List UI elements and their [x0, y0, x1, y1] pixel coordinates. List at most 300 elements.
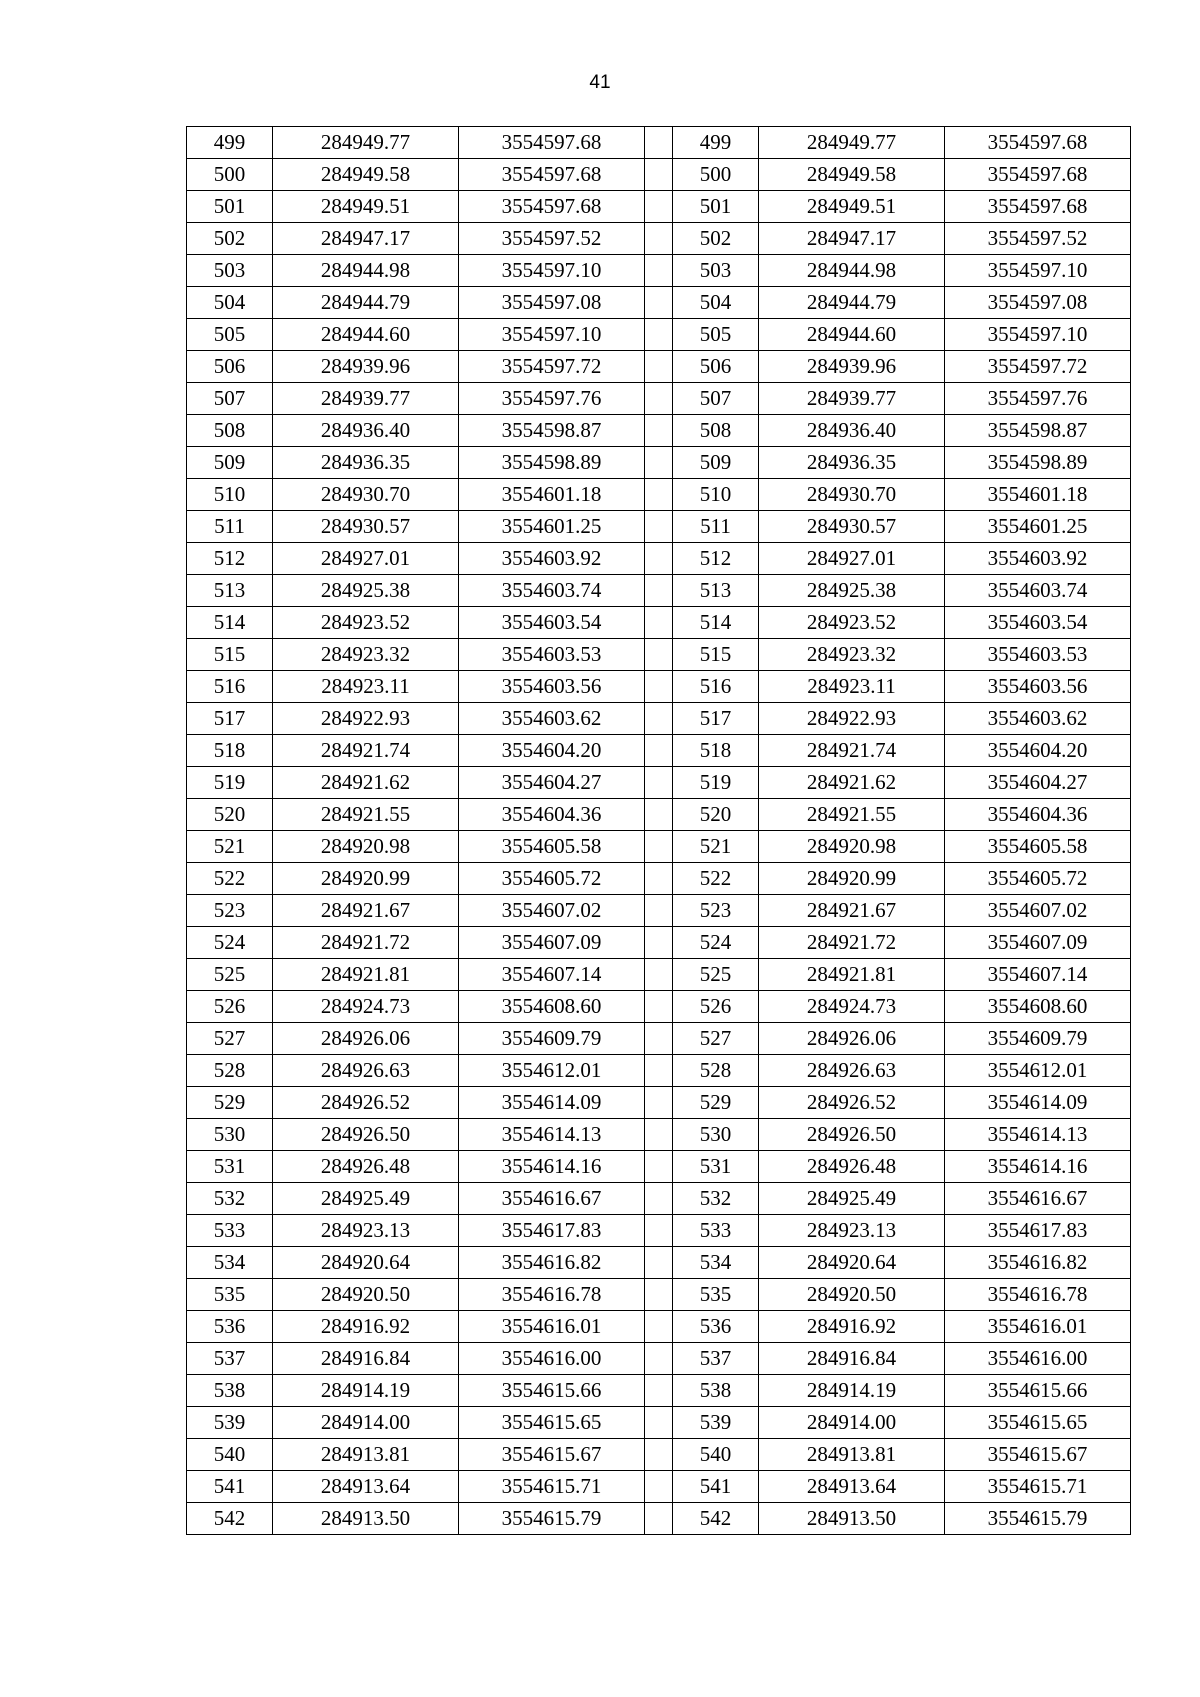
right-x-coordinate-cell: 284923.13: [759, 1215, 945, 1247]
right-point-number-cell: 540: [673, 1439, 759, 1471]
right-y-coordinate-cell: 3554597.10: [945, 255, 1131, 287]
right-point-number-cell: 532: [673, 1183, 759, 1215]
left-y-coordinate-cell: 3554597.52: [459, 223, 645, 255]
gap-cell: [645, 127, 673, 159]
right-y-coordinate-cell: 3554605.72: [945, 863, 1131, 895]
left-y-coordinate-cell: 3554605.72: [459, 863, 645, 895]
table-row: [187, 1439, 1131, 1471]
right-point-number-cell: 525: [673, 959, 759, 991]
left-y-coordinate-cell: 3554615.67: [459, 1439, 645, 1471]
left-y-coordinate-cell: 3554597.68: [459, 159, 645, 191]
gap-cell: [645, 1151, 673, 1183]
right-point-number-cell: 528: [673, 1055, 759, 1087]
left-x-coordinate-cell: 284926.63: [273, 1055, 459, 1087]
right-x-coordinate-cell: 284916.84: [759, 1343, 945, 1375]
right-point-number-cell: 533: [673, 1215, 759, 1247]
right-point-number-cell: 503: [673, 255, 759, 287]
right-y-coordinate-cell: 3554612.01: [945, 1055, 1131, 1087]
gap-cell: [645, 1343, 673, 1375]
left-x-coordinate-cell: 284944.98: [273, 255, 459, 287]
left-y-coordinate-cell: 3554615.66: [459, 1375, 645, 1407]
gap-cell: [645, 991, 673, 1023]
right-y-coordinate-cell: 3554609.79: [945, 1023, 1131, 1055]
right-y-coordinate-cell: 3554615.67: [945, 1439, 1131, 1471]
gap-cell: [645, 223, 673, 255]
gap-cell: [645, 511, 673, 543]
left-x-coordinate-cell: 284923.32: [273, 639, 459, 671]
right-point-number-cell: 510: [673, 479, 759, 511]
left-y-coordinate-cell: 3554597.10: [459, 319, 645, 351]
right-y-coordinate-cell: 3554608.60: [945, 991, 1131, 1023]
right-y-coordinate-cell: 3554615.71: [945, 1471, 1131, 1503]
right-x-coordinate-cell: 284939.77: [759, 383, 945, 415]
right-y-coordinate-cell: 3554598.89: [945, 447, 1131, 479]
table-row: [187, 1343, 1131, 1375]
right-y-coordinate-cell: 3554615.65: [945, 1407, 1131, 1439]
left-x-coordinate-cell: 284920.50: [273, 1279, 459, 1311]
left-x-coordinate-cell: 284926.48: [273, 1151, 459, 1183]
left-x-coordinate-cell: 284939.96: [273, 351, 459, 383]
table-row: [187, 1311, 1131, 1343]
left-y-coordinate-cell: 3554607.09: [459, 927, 645, 959]
gap-cell: [645, 1183, 673, 1215]
page-number: 41: [589, 72, 611, 93]
left-x-coordinate-cell: 284916.84: [273, 1343, 459, 1375]
table-row: [187, 511, 1131, 543]
right-point-number-cell: 511: [673, 511, 759, 543]
right-x-coordinate-cell: 284949.58: [759, 159, 945, 191]
table-row: [187, 863, 1131, 895]
right-y-coordinate-cell: 3554597.76: [945, 383, 1131, 415]
left-x-coordinate-cell: 284939.77: [273, 383, 459, 415]
left-point-number-cell: 531: [187, 1151, 273, 1183]
left-y-coordinate-cell: 3554605.58: [459, 831, 645, 863]
coordinates-table: [186, 126, 1131, 1535]
left-x-coordinate-cell: 284920.98: [273, 831, 459, 863]
gap-cell: [645, 1279, 673, 1311]
gap-cell: [645, 607, 673, 639]
left-x-coordinate-cell: 284926.52: [273, 1087, 459, 1119]
table-row: [187, 1471, 1131, 1503]
left-y-coordinate-cell: 3554597.68: [459, 191, 645, 223]
left-y-coordinate-cell: 3554604.20: [459, 735, 645, 767]
right-y-coordinate-cell: 3554597.68: [945, 191, 1131, 223]
left-y-coordinate-cell: 3554616.01: [459, 1311, 645, 1343]
right-x-coordinate-cell: 284921.74: [759, 735, 945, 767]
left-point-number-cell: 506: [187, 351, 273, 383]
right-point-number-cell: 515: [673, 639, 759, 671]
left-point-number-cell: 501: [187, 191, 273, 223]
table-row: [187, 959, 1131, 991]
right-y-coordinate-cell: 3554603.54: [945, 607, 1131, 639]
right-y-coordinate-cell: 3554603.74: [945, 575, 1131, 607]
left-x-coordinate-cell: 284930.57: [273, 511, 459, 543]
right-point-number-cell: 506: [673, 351, 759, 383]
left-point-number-cell: 505: [187, 319, 273, 351]
left-x-coordinate-cell: 284936.35: [273, 447, 459, 479]
right-x-coordinate-cell: 284914.19: [759, 1375, 945, 1407]
right-point-number-cell: 535: [673, 1279, 759, 1311]
right-point-number-cell: 527: [673, 1023, 759, 1055]
left-point-number-cell: 503: [187, 255, 273, 287]
right-x-coordinate-cell: 284921.67: [759, 895, 945, 927]
left-x-coordinate-cell: 284921.72: [273, 927, 459, 959]
right-point-number-cell: 507: [673, 383, 759, 415]
left-x-coordinate-cell: 284920.64: [273, 1247, 459, 1279]
right-x-coordinate-cell: 284926.52: [759, 1087, 945, 1119]
right-point-number-cell: 542: [673, 1503, 759, 1535]
right-x-coordinate-cell: 284926.48: [759, 1151, 945, 1183]
right-x-coordinate-cell: 284949.77: [759, 127, 945, 159]
left-point-number-cell: 521: [187, 831, 273, 863]
table-row: [187, 415, 1131, 447]
right-y-coordinate-cell: 3554604.20: [945, 735, 1131, 767]
gap-cell: [645, 959, 673, 991]
left-x-coordinate-cell: 284949.51: [273, 191, 459, 223]
table-row: [187, 191, 1131, 223]
right-x-coordinate-cell: 284923.11: [759, 671, 945, 703]
table-row: [187, 1247, 1131, 1279]
right-point-number-cell: 517: [673, 703, 759, 735]
right-point-number-cell: 541: [673, 1471, 759, 1503]
right-y-coordinate-cell: 3554604.27: [945, 767, 1131, 799]
left-x-coordinate-cell: 284921.62: [273, 767, 459, 799]
left-point-number-cell: 527: [187, 1023, 273, 1055]
right-point-number-cell: 504: [673, 287, 759, 319]
gap-cell: [645, 639, 673, 671]
left-point-number-cell: 518: [187, 735, 273, 767]
left-x-coordinate-cell: 284921.67: [273, 895, 459, 927]
gap-cell: [645, 287, 673, 319]
right-x-coordinate-cell: 284921.72: [759, 927, 945, 959]
left-y-coordinate-cell: 3554616.00: [459, 1343, 645, 1375]
right-x-coordinate-cell: 284925.38: [759, 575, 945, 607]
left-point-number-cell: 520: [187, 799, 273, 831]
left-x-coordinate-cell: 284923.52: [273, 607, 459, 639]
gap-cell: [645, 1471, 673, 1503]
gap-cell: [645, 863, 673, 895]
table-row: [187, 1375, 1131, 1407]
right-y-coordinate-cell: 3554597.10: [945, 319, 1131, 351]
left-point-number-cell: 535: [187, 1279, 273, 1311]
left-y-coordinate-cell: 3554615.79: [459, 1503, 645, 1535]
right-x-coordinate-cell: 284936.35: [759, 447, 945, 479]
gap-cell: [645, 1087, 673, 1119]
gap-cell: [645, 1439, 673, 1471]
right-point-number-cell: 536: [673, 1311, 759, 1343]
left-y-coordinate-cell: 3554601.18: [459, 479, 645, 511]
table-row: [187, 1279, 1131, 1311]
left-x-coordinate-cell: 284922.93: [273, 703, 459, 735]
right-x-coordinate-cell: 284913.50: [759, 1503, 945, 1535]
left-y-coordinate-cell: 3554603.54: [459, 607, 645, 639]
coordinates-table-body: [187, 127, 1131, 1535]
right-point-number-cell: 514: [673, 607, 759, 639]
right-x-coordinate-cell: 284921.55: [759, 799, 945, 831]
right-y-coordinate-cell: 3554616.67: [945, 1183, 1131, 1215]
table-row: [187, 1183, 1131, 1215]
right-x-coordinate-cell: 284936.40: [759, 415, 945, 447]
table-row: [187, 159, 1131, 191]
right-y-coordinate-cell: 3554597.68: [945, 159, 1131, 191]
left-y-coordinate-cell: 3554614.13: [459, 1119, 645, 1151]
right-y-coordinate-cell: 3554601.18: [945, 479, 1131, 511]
right-y-coordinate-cell: 3554607.09: [945, 927, 1131, 959]
left-point-number-cell: 511: [187, 511, 273, 543]
right-point-number-cell: 538: [673, 1375, 759, 1407]
left-point-number-cell: 529: [187, 1087, 273, 1119]
left-y-coordinate-cell: 3554597.72: [459, 351, 645, 383]
left-x-coordinate-cell: 284925.38: [273, 575, 459, 607]
table-row: [187, 607, 1131, 639]
right-x-coordinate-cell: 284920.99: [759, 863, 945, 895]
left-x-coordinate-cell: 284913.64: [273, 1471, 459, 1503]
left-y-coordinate-cell: 3554615.65: [459, 1407, 645, 1439]
left-point-number-cell: 519: [187, 767, 273, 799]
right-y-coordinate-cell: 3554607.14: [945, 959, 1131, 991]
left-y-coordinate-cell: 3554607.14: [459, 959, 645, 991]
gap-cell: [645, 1407, 673, 1439]
left-point-number-cell: 533: [187, 1215, 273, 1247]
gap-cell: [645, 1503, 673, 1535]
left-x-coordinate-cell: 284921.74: [273, 735, 459, 767]
right-y-coordinate-cell: 3554603.92: [945, 543, 1131, 575]
right-y-coordinate-cell: 3554616.01: [945, 1311, 1131, 1343]
left-y-coordinate-cell: 3554608.60: [459, 991, 645, 1023]
table-row: [187, 895, 1131, 927]
right-x-coordinate-cell: 284921.62: [759, 767, 945, 799]
gap-cell: [645, 1119, 673, 1151]
left-point-number-cell: 526: [187, 991, 273, 1023]
table-row: [187, 127, 1131, 159]
left-point-number-cell: 542: [187, 1503, 273, 1535]
left-y-coordinate-cell: 3554614.09: [459, 1087, 645, 1119]
left-x-coordinate-cell: 284923.11: [273, 671, 459, 703]
left-point-number-cell: 515: [187, 639, 273, 671]
left-point-number-cell: 536: [187, 1311, 273, 1343]
gap-cell: [645, 159, 673, 191]
left-y-coordinate-cell: 3554615.71: [459, 1471, 645, 1503]
gap-cell: [645, 799, 673, 831]
left-point-number-cell: 522: [187, 863, 273, 895]
left-x-coordinate-cell: 284924.73: [273, 991, 459, 1023]
left-y-coordinate-cell: 3554616.67: [459, 1183, 645, 1215]
table-row: [187, 543, 1131, 575]
left-x-coordinate-cell: 284949.58: [273, 159, 459, 191]
table-row: [187, 991, 1131, 1023]
left-x-coordinate-cell: 284921.81: [273, 959, 459, 991]
left-point-number-cell: 540: [187, 1439, 273, 1471]
right-point-number-cell: 531: [673, 1151, 759, 1183]
left-point-number-cell: 509: [187, 447, 273, 479]
left-x-coordinate-cell: 284944.60: [273, 319, 459, 351]
gap-cell: [645, 1023, 673, 1055]
left-point-number-cell: 510: [187, 479, 273, 511]
right-x-coordinate-cell: 284939.96: [759, 351, 945, 383]
gap-cell: [645, 1247, 673, 1279]
right-y-coordinate-cell: 3554616.82: [945, 1247, 1131, 1279]
left-y-coordinate-cell: 3554603.56: [459, 671, 645, 703]
table-row: [187, 575, 1131, 607]
right-point-number-cell: 516: [673, 671, 759, 703]
left-point-number-cell: 507: [187, 383, 273, 415]
right-x-coordinate-cell: 284913.81: [759, 1439, 945, 1471]
gap-cell: [645, 767, 673, 799]
right-point-number-cell: 529: [673, 1087, 759, 1119]
table-row: [187, 767, 1131, 799]
left-y-coordinate-cell: 3554603.62: [459, 703, 645, 735]
left-x-coordinate-cell: 284947.17: [273, 223, 459, 255]
left-x-coordinate-cell: 284923.13: [273, 1215, 459, 1247]
left-y-coordinate-cell: 3554616.82: [459, 1247, 645, 1279]
table-row: [187, 1055, 1131, 1087]
left-y-coordinate-cell: 3554597.10: [459, 255, 645, 287]
gap-cell: [645, 543, 673, 575]
left-y-coordinate-cell: 3554598.89: [459, 447, 645, 479]
left-point-number-cell: 504: [187, 287, 273, 319]
right-x-coordinate-cell: 284923.52: [759, 607, 945, 639]
right-y-coordinate-cell: 3554603.53: [945, 639, 1131, 671]
gap-cell: [645, 319, 673, 351]
right-y-coordinate-cell: 3554603.56: [945, 671, 1131, 703]
table-row: [187, 703, 1131, 735]
right-point-number-cell: 501: [673, 191, 759, 223]
table-row: [187, 479, 1131, 511]
right-x-coordinate-cell: 284914.00: [759, 1407, 945, 1439]
left-x-coordinate-cell: 284936.40: [273, 415, 459, 447]
left-x-coordinate-cell: 284927.01: [273, 543, 459, 575]
left-point-number-cell: 514: [187, 607, 273, 639]
left-point-number-cell: 525: [187, 959, 273, 991]
table-row: [187, 319, 1131, 351]
right-x-coordinate-cell: 284949.51: [759, 191, 945, 223]
right-y-coordinate-cell: 3554617.83: [945, 1215, 1131, 1247]
table-row: [187, 1151, 1131, 1183]
right-x-coordinate-cell: 284944.60: [759, 319, 945, 351]
table-row: [187, 255, 1131, 287]
table-row: [187, 383, 1131, 415]
table-row: [187, 1215, 1131, 1247]
left-x-coordinate-cell: 284925.49: [273, 1183, 459, 1215]
left-y-coordinate-cell: 3554598.87: [459, 415, 645, 447]
right-y-coordinate-cell: 3554597.52: [945, 223, 1131, 255]
right-point-number-cell: 508: [673, 415, 759, 447]
table-row: [187, 1119, 1131, 1151]
right-x-coordinate-cell: 284913.64: [759, 1471, 945, 1503]
table-row: [187, 671, 1131, 703]
left-y-coordinate-cell: 3554604.27: [459, 767, 645, 799]
right-x-coordinate-cell: 284926.63: [759, 1055, 945, 1087]
right-y-coordinate-cell: 3554616.78: [945, 1279, 1131, 1311]
right-y-coordinate-cell: 3554607.02: [945, 895, 1131, 927]
left-x-coordinate-cell: 284920.99: [273, 863, 459, 895]
left-y-coordinate-cell: 3554597.68: [459, 127, 645, 159]
gap-cell: [645, 415, 673, 447]
right-y-coordinate-cell: 3554615.66: [945, 1375, 1131, 1407]
left-point-number-cell: 530: [187, 1119, 273, 1151]
left-x-coordinate-cell: 284926.06: [273, 1023, 459, 1055]
right-x-coordinate-cell: 284926.50: [759, 1119, 945, 1151]
left-y-coordinate-cell: 3554617.83: [459, 1215, 645, 1247]
right-y-coordinate-cell: 3554597.68: [945, 127, 1131, 159]
left-x-coordinate-cell: 284916.92: [273, 1311, 459, 1343]
right-point-number-cell: 539: [673, 1407, 759, 1439]
right-point-number-cell: 509: [673, 447, 759, 479]
left-point-number-cell: 500: [187, 159, 273, 191]
gap-cell: [645, 1215, 673, 1247]
left-point-number-cell: 534: [187, 1247, 273, 1279]
right-point-number-cell: 520: [673, 799, 759, 831]
gap-cell: [645, 735, 673, 767]
right-point-number-cell: 524: [673, 927, 759, 959]
right-x-coordinate-cell: 284927.01: [759, 543, 945, 575]
gap-cell: [645, 255, 673, 287]
right-point-number-cell: 500: [673, 159, 759, 191]
right-point-number-cell: 499: [673, 127, 759, 159]
left-x-coordinate-cell: 284913.50: [273, 1503, 459, 1535]
left-y-coordinate-cell: 3554603.74: [459, 575, 645, 607]
gap-cell: [645, 895, 673, 927]
left-point-number-cell: 537: [187, 1343, 273, 1375]
right-y-coordinate-cell: 3554616.00: [945, 1343, 1131, 1375]
right-x-coordinate-cell: 284916.92: [759, 1311, 945, 1343]
left-y-coordinate-cell: 3554603.53: [459, 639, 645, 671]
left-x-coordinate-cell: 284914.19: [273, 1375, 459, 1407]
right-point-number-cell: 522: [673, 863, 759, 895]
left-point-number-cell: 512: [187, 543, 273, 575]
left-x-coordinate-cell: 284913.81: [273, 1439, 459, 1471]
right-x-coordinate-cell: 284922.93: [759, 703, 945, 735]
left-point-number-cell: 539: [187, 1407, 273, 1439]
table-row: [187, 1407, 1131, 1439]
gap-cell: [645, 1375, 673, 1407]
right-x-coordinate-cell: 284926.06: [759, 1023, 945, 1055]
left-point-number-cell: 502: [187, 223, 273, 255]
gap-cell: [645, 351, 673, 383]
gap-cell: [645, 703, 673, 735]
table-row: [187, 831, 1131, 863]
left-y-coordinate-cell: 3554601.25: [459, 511, 645, 543]
left-point-number-cell: 532: [187, 1183, 273, 1215]
left-point-number-cell: 508: [187, 415, 273, 447]
right-point-number-cell: 513: [673, 575, 759, 607]
left-point-number-cell: 524: [187, 927, 273, 959]
left-x-coordinate-cell: 284949.77: [273, 127, 459, 159]
left-y-coordinate-cell: 3554604.36: [459, 799, 645, 831]
right-y-coordinate-cell: 3554614.13: [945, 1119, 1131, 1151]
left-point-number-cell: 499: [187, 127, 273, 159]
right-x-coordinate-cell: 284920.98: [759, 831, 945, 863]
left-point-number-cell: 541: [187, 1471, 273, 1503]
right-x-coordinate-cell: 284925.49: [759, 1183, 945, 1215]
right-x-coordinate-cell: 284944.79: [759, 287, 945, 319]
left-y-coordinate-cell: 3554597.08: [459, 287, 645, 319]
right-point-number-cell: 505: [673, 319, 759, 351]
right-y-coordinate-cell: 3554601.25: [945, 511, 1131, 543]
right-point-number-cell: 530: [673, 1119, 759, 1151]
table-row: [187, 735, 1131, 767]
table-row: [187, 447, 1131, 479]
gap-cell: [645, 575, 673, 607]
right-y-coordinate-cell: 3554615.79: [945, 1503, 1131, 1535]
right-y-coordinate-cell: 3554598.87: [945, 415, 1131, 447]
right-x-coordinate-cell: 284944.98: [759, 255, 945, 287]
left-x-coordinate-cell: 284930.70: [273, 479, 459, 511]
left-y-coordinate-cell: 3554603.92: [459, 543, 645, 575]
right-x-coordinate-cell: 284923.32: [759, 639, 945, 671]
left-point-number-cell: 528: [187, 1055, 273, 1087]
left-y-coordinate-cell: 3554616.78: [459, 1279, 645, 1311]
